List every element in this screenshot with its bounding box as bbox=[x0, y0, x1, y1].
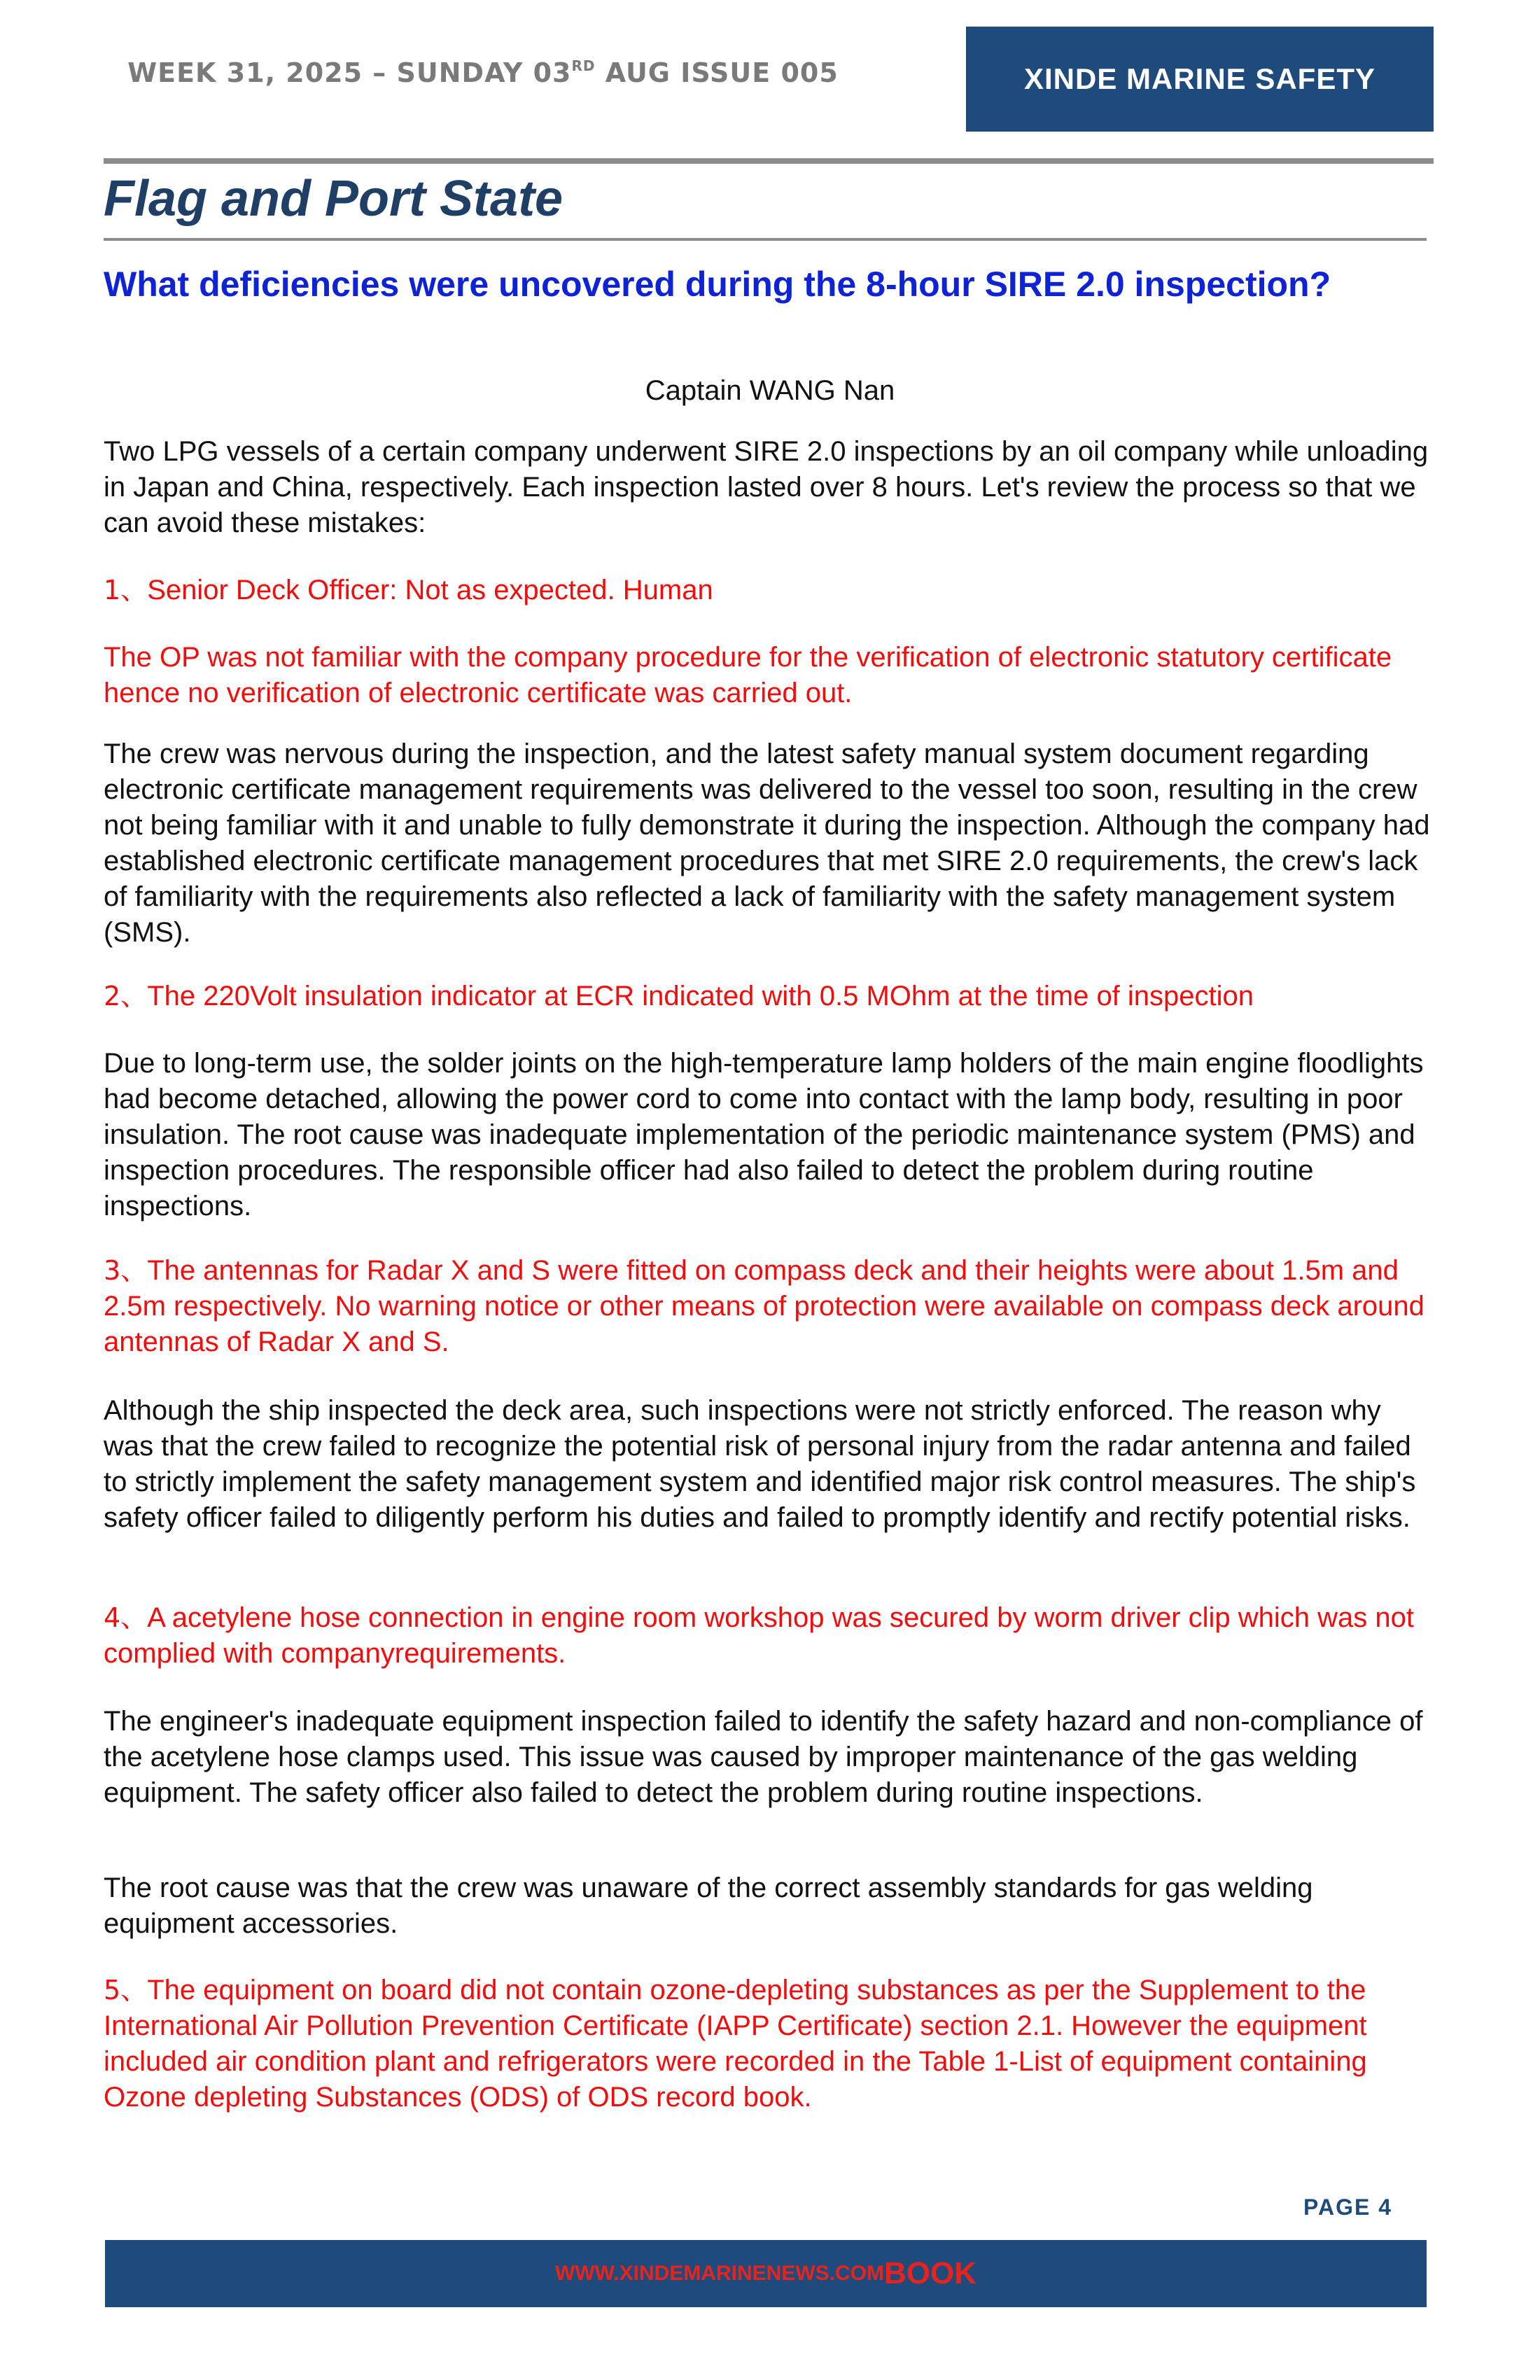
date-ordinal-suffix: RD bbox=[571, 57, 596, 74]
issue-line-main: WEEK 31, 2025 – SUNDAY 03 bbox=[127, 57, 572, 88]
deficiency-2-heading bbox=[104, 979, 1434, 1014]
item-number: 2、 bbox=[104, 981, 148, 1011]
issue-line bbox=[0, 57, 966, 88]
footer-bar bbox=[105, 2240, 1427, 2307]
item-heading-text: The equipment on board did not contain ozone-depleting substances as per the Supplement to the International Air Pollution Prevention Certificate (IAPP Certificate) section 2.1. However the equipment included air condition plant and refrigerators were recorded in the Table 1-List of equipment containing Ozone depleting Substances (ODS) of ODS record book. bbox=[104, 1975, 1367, 2113]
item-number: 4、 bbox=[104, 1602, 148, 1633]
book-label: BOOK bbox=[883, 2256, 976, 2290]
deficiency-2-body: Due to long-term use, the solder joints on the high-temperature lamp holders of the main engine floodlights had become detached, allowing the power cord to come into contact with the lamp body, resulting in poor insulation. The root cause was inadequate implementation of the periodic maintenance system (PMS) and inspection procedures. The responsible officer had also failed to detect the problem during routine inspections. bbox=[104, 1048, 1424, 1222]
article-intro: Two LPG vessels of a certain company underwent SIRE 2.0 inspections by an oil company while unloading in Japan and China, respectively. Each inspection lasted over 8 hours. Let's review the process so that we can avoid these mistakes: bbox=[104, 436, 1429, 538]
issue-line-tail: AUG ISSUE 005 bbox=[595, 57, 839, 88]
deficiency-1-body: The crew was nervous during the inspection, and the latest safety manual system document regarding electronic certificate management requirements was delivered to the vessel too soon, resulting in the crew not being familiar with it and unable to fully demonstrate it during the inspection. Although the company had established electronic certificate management procedures that met SIRE 2.0 requirements, the crew's lack of familiarity with the requirements also reflected a lack of familiarity with the safety management system (SMS). bbox=[104, 738, 1430, 948]
header-divider bbox=[104, 158, 1434, 164]
deficiency-4-body: The engineer's inadequate equipment inspection failed to identify the safety hazard and non-compliance of the acetylene hose clamps used. This issue was caused by improper maintenance of the gas welding equipment. The safety officer also failed to detect the problem during routine inspections. bbox=[104, 1706, 1423, 1808]
page-number: PAGE 4 bbox=[1303, 2194, 1392, 2220]
deficiency-1-heading bbox=[104, 573, 1434, 608]
item-number: 5、 bbox=[104, 1975, 148, 2005]
item-heading-text: The antennas for Radar X and S were fitted on compass deck and their heights were about 1.5m and 2.5m respectively. No warning notice or other means of protection were available on compass deck around antennas of Radar X and S. bbox=[104, 1255, 1424, 1357]
article-headline: What deficiencies were uncovered during the 8-hour SIRE 2.0 inspection? bbox=[104, 265, 1331, 304]
website-link[interactable]: WWW.XINDEMARINENEWS.COM bbox=[555, 2262, 884, 2285]
deficiency-4-root-cause: The root cause was that the crew was unaware of the correct assembly standards for gas welding equipment accessories. bbox=[104, 1872, 1313, 1939]
section-divider bbox=[104, 238, 1427, 241]
deficiency-3-heading bbox=[104, 1253, 1434, 1360]
deficiency-5-heading bbox=[104, 1973, 1434, 2115]
item-heading-text: A acetylene hose connection in engine room workshop was secured by worm driver clip which was not complied with companyrequirements. bbox=[104, 1602, 1414, 1669]
deficiency-3-body: Although the ship inspected the deck area, such inspections were not strictly enforced. The reason why was that the crew failed to recognize the potential risk of personal injury from the radar antenna and failed to strictly implement the safety management system and identified major risk control measures. The ship's safety officer failed to diligently perform his duties and failed to promptly identify and rectify potential risks. bbox=[104, 1395, 1416, 1533]
item-heading-text: The 220Volt insulation indicator at ECR indicated with 0.5 MOhm at the time of inspection bbox=[147, 981, 1254, 1011]
item-number: 3、 bbox=[104, 1255, 148, 1286]
deficiency-1-detail: The OP was not familiar with the company procedure for the verification of electronic statutory certificate hence no verification of electronic certificate was carried out. bbox=[104, 642, 1392, 708]
article-byline: Captain WANG Nan bbox=[645, 375, 895, 406]
brand-name: XINDE MARINE SAFETY bbox=[1023, 62, 1376, 95]
item-heading-text: Senior Deck Officer: Not as expected. Human bbox=[147, 575, 713, 606]
deficiency-4-heading bbox=[104, 1600, 1434, 1672]
brand-banner bbox=[966, 27, 1434, 132]
section-title: Flag and Port State bbox=[104, 171, 564, 227]
item-number: 1、 bbox=[104, 575, 148, 606]
